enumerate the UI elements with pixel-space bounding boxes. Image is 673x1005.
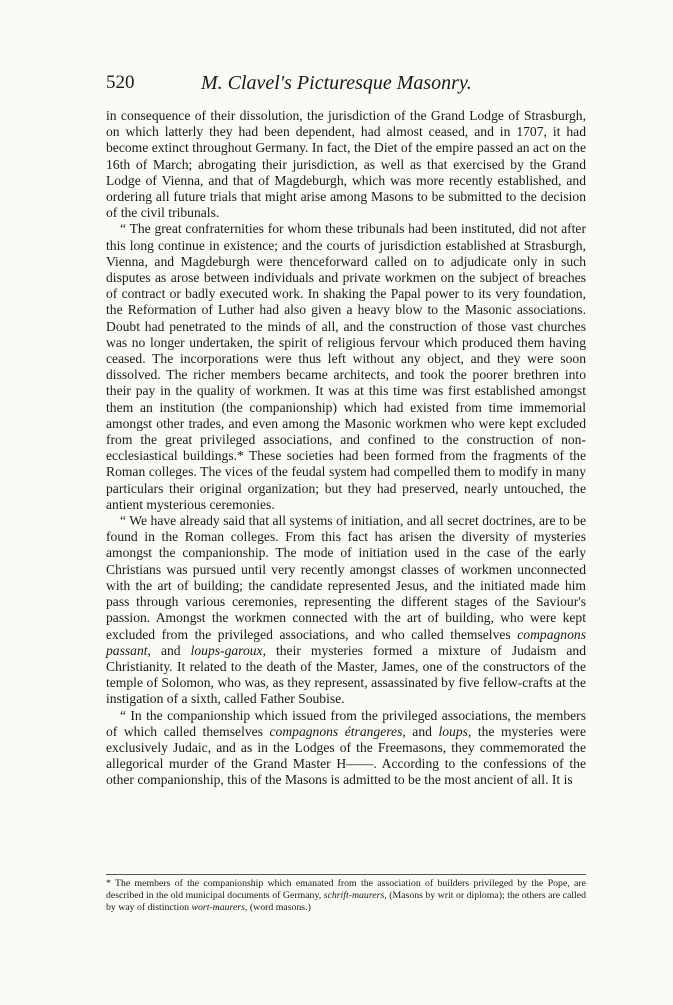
paragraph-initiation: “ We have already said that all systems of initiation, and all secret doctrines, are to be found in the Roman colleges. From this fact has arisen the diversity of mysteries amongst the companionship. The mode of initiation used in the case of the early Christians was pursued until very recently amongst classes of workmen unconnected with the art of building; the candidate represented Jesus, and the initiated made him pass through various ceremonies, representing the different stages of the Saviour's passion. Amongst the workmen connected with the art of building, who were kept excluded from the privileged associations, and who called themselves compagnons passant, and loups-garoux, their mysteries formed a mixture of Judaism and Christianity. It related to the death of the Master, James, one of the constructors of the temple of Solomon, who was, as they represent, assassinated by five fellow-crafts at the instigation of a sixth, called Father Soubise. [106, 513, 586, 707]
paragraph-continuation: in consequence of their dissolution, the jurisdiction of the Grand Lodge of Strasburgh, on which latterly they had been dependent, had almost ceased, and in 1707, it had become extinct throughout Germany. In fact, the Diet of the empire passed an act on the 16th of March; abrogating their jurisdiction, as well as that exercised by the Grand Lodge of Vienna, and that of Magdeburgh, which was more recently established, and ordering all future trials that might arise among Masons to be submitted to the decision of the civil tribunals. [106, 108, 586, 221]
footnote-divider [106, 874, 586, 875]
footnote: * The members of the companionship which emanated from the association of builders privileged by the Pope, are described in the old municipal documents of Germany, schrift-maurers, (Masons by writ or diploma); the others are called by way of distinction wort-maurers, (word masons.) [106, 878, 586, 913]
paragraph-companionship: “ In the companionship which issued from the privileged associations, the members of which called themselves compagnons étrangeres, and loups, the mysteries were exclusively Judaic, and as in the Lodges of the Freemasons, they commemorated the allegorical murder of the Grand Master H——. According to the confessions of the other companionship, this of the Masons is admitted to be the most ancient of all. It is [106, 707, 586, 788]
body-text [106, 108, 586, 789]
paragraph-confraternities: “ The great confraternities for whom these tribunals had been instituted, did not after this long continue in existence; and the courts of jurisdiction established at Strasburgh, Vienna, and Magdeburgh were thenceforward called on to adjudicate only in such disputes as arose between individuals and private workmen on the subject of breaches of contract or badly executed work. In shaking the Papal power to its very foundation, the Reformation of Luther had also given a heavy blow to the Masonic associations. Doubt had penetrated to the minds of all, and the construction of those vast churches was no longer undertaken, the spirit of religious fervour which produced them having ceased. The incorporations were thus left without any object, and they were soon dissolved. The richer members became architects, and took the poorer brethren into their pay in the quality of workmen. It was at this time was first established amongst them an institution (the companionship) which had existed from time immemorial amongst other trades, and even among the Masonic workmen who were kept excluded from the great privileged associations, and confined to the construction of non-ecclesiastical buildings.* These societies had been formed from the fragments of the Roman colleges. The vices of the feudal system had compelled them to modify in many particulars their original organization; but they had preserved, nearly untouched, the antient mysterious ceremonies. [106, 221, 586, 512]
page-header [106, 72, 586, 100]
page-number: 520 [106, 72, 135, 93]
running-title: M. Clavel's Picturesque Masonry. [201, 72, 472, 94]
